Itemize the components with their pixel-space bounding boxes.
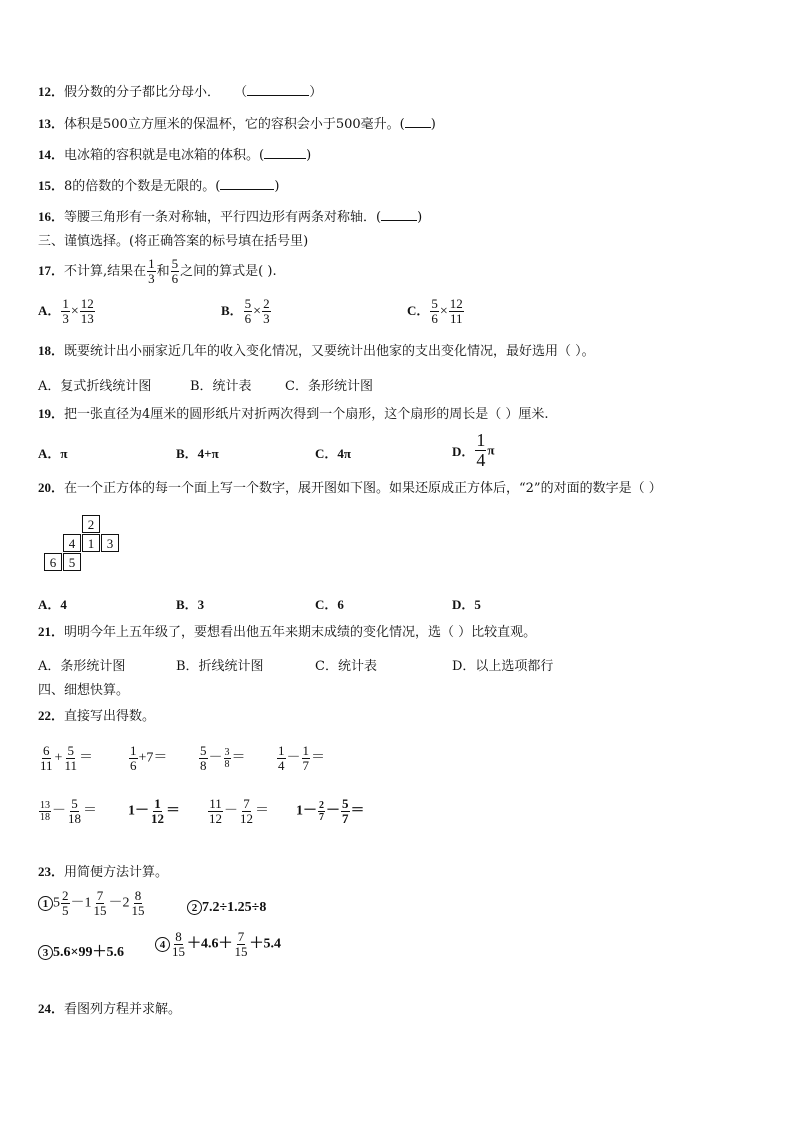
calc-item: $\frac{1}{6}$ +7＝ (130, 743, 168, 773)
question-text: 等腰三角形有一条对称轴，平行四边形有两条对称轴．( (64, 210, 382, 225)
question-number: 24． (38, 1001, 65, 1016)
section-heading-3: 三、谨慎选择。(将正确答案的标号填在括号里) (38, 234, 309, 249)
question-24 (38, 1001, 181, 1018)
option-b[interactable]: B．统计表 (190, 379, 252, 394)
calc-item: $\frac{13}{18}$ － $\frac{5}{18}$ ＝ (40, 796, 97, 826)
net-cell: 3 (101, 534, 119, 552)
question-number: 13． (38, 116, 65, 131)
cube-net-figure (44, 515, 124, 571)
answer-blank[interactable] (405, 115, 431, 128)
fraction: $\frac{1}{4}$ (476, 430, 486, 470)
option-b[interactable]: B．3 (176, 597, 205, 612)
question-text: 直接写出得数。 (64, 709, 156, 724)
answer-blank[interactable] (264, 146, 306, 159)
net-cell: 2 (82, 515, 100, 533)
question-17: 17．不计算,结果在 $\frac{1}{3}$ 和 $\frac{5}{6}$ 之间的算式是( ). (38, 256, 277, 286)
question-number: 23． (38, 864, 65, 879)
option-a[interactable]: A．4 (38, 597, 67, 612)
fraction: $\frac{5}{6}$ (171, 256, 179, 286)
net-cell: 6 (44, 553, 62, 571)
calc-item-4: 4 $\frac{8}{15}$ ＋4.6＋ $\frac{7}{15}$ ＋5.4 (155, 930, 281, 959)
option-b[interactable]: B．4+π (176, 446, 219, 461)
question-number: 16． (38, 209, 65, 224)
question-number: 22． (38, 708, 65, 723)
option-a[interactable]: A． $\frac{1}{3}$ × $\frac{12}{13}$ (38, 296, 94, 326)
option-d[interactable]: D．以上选项都行 (452, 659, 554, 674)
option-a[interactable]: A．复式折线统计图 (38, 379, 152, 394)
question-number: 21． (38, 624, 65, 639)
option-c[interactable]: C．6 (315, 597, 344, 612)
question-13: 13．体积是500立方厘米的保温杯，它的容积会小于500毫升。( ) (38, 116, 436, 132)
question-text: 用简便方法计算。 (64, 865, 169, 880)
question-18 (38, 343, 595, 360)
calc-item-3: 3 5.6×99＋5.6 (38, 941, 124, 961)
question-number: 12． (38, 84, 65, 99)
question-21 (38, 624, 536, 641)
question-19 (38, 406, 549, 423)
answer-blank[interactable] (220, 177, 274, 190)
option-d[interactable]: D．5 (452, 597, 481, 612)
question-text: 电冰箱的容积就是电冰箱的体积。( (64, 148, 265, 163)
option-d[interactable]: D． $\frac{1}{4}$ π (452, 430, 495, 470)
question-text: 8的倍数的个数是无限的。( (64, 179, 221, 194)
calc-item: $\frac{6}{11}$ + $\frac{5}{11}$ ＝ (40, 743, 93, 773)
question-number: 17． (38, 263, 65, 278)
question-number: 18． (38, 343, 65, 358)
question-20 (38, 480, 662, 497)
option-c[interactable]: C．统计表 (315, 659, 377, 674)
net-cell: 1 (82, 534, 100, 552)
option-b[interactable]: B．折线统计图 (176, 659, 264, 674)
question-text: 体积是500立方厘米的保温杯，它的容积会小于500毫升。( (64, 117, 405, 132)
section-heading-4: 四、细想快算。 (38, 683, 130, 698)
question-15: 15．8的倍数的个数是无限的。( ) (38, 178, 280, 194)
net-cell: 4 (63, 534, 81, 552)
answer-blank[interactable] (381, 208, 417, 221)
option-a[interactable]: A．条形统计图 (38, 659, 126, 674)
option-a[interactable]: A．π (38, 446, 68, 461)
question-22 (38, 708, 155, 725)
net-cell: 5 (63, 553, 81, 571)
question-number: 19． (38, 406, 65, 421)
calc-item: $\frac{5}{8}$ － $\frac{3}{8}$ ＝ (200, 743, 246, 773)
option-b[interactable]: B． $\frac{5}{6}$ × $\frac{2}{3}$ (221, 296, 270, 326)
calc-item: $\frac{1}{4}$ － $\frac{1}{7}$ ＝ (278, 743, 325, 773)
question-12: 12．假分数的分子都比分母小． （ ） (38, 84, 323, 100)
question-23 (38, 864, 168, 881)
question-number: 20． (38, 480, 65, 495)
question-text: 看图列方程并求解。 (64, 1002, 182, 1017)
question-text: 假分数的分子都比分母小． (64, 85, 221, 100)
question-16: 16．等腰三角形有一条对称轴，平行四边形有两条对称轴．( ) (38, 209, 423, 225)
question-text: 在一个正方体的每一个面上写一个数字，展开图如下图。如果还原成正方体后，“2”的对面的数字是（ ） (64, 481, 662, 496)
calc-item: $\frac{11}{12}$ － $\frac{7}{12}$ ＝ (209, 796, 269, 826)
fraction: $\frac{1}{3}$ (148, 256, 155, 286)
question-text: 明明今年上五年级了，要想看出他五年来期末成绩的变化情况，选（ ）比较直观。 (64, 625, 537, 640)
calc-item: 1－ $\frac{1}{12}$ ＝ (128, 796, 180, 826)
option-c[interactable]: C．条形统计图 (285, 379, 373, 394)
option-c[interactable]: C． $\frac{5}{6}$ × $\frac{12}{11}$ (407, 296, 463, 326)
calc-item-1: 1 5 $\frac{2}{5}$ －1 $\frac{7}{15}$ －2 $\frac{8}{15}$ (38, 889, 147, 918)
answer-blank[interactable] (247, 83, 309, 96)
question-number: 15． (38, 178, 65, 193)
question-text: 既要统计出小丽家近几年的收入变化情况，又要统计出他家的支出变化情况，最好选用（ ）。 (64, 344, 595, 359)
option-c[interactable]: C．4π (315, 446, 352, 461)
question-14: 14．电冰箱的容积就是电冰箱的体积。( ) (38, 147, 312, 163)
question-number: 14． (38, 147, 65, 162)
question-text: 把一张直径为4厘米的圆形纸片对折两次得到一个扇形，这个扇形的周长是（ ）厘米. (64, 407, 549, 422)
calc-item: 1－ $\frac{2}{7}$ － $\frac{5}{7}$ ＝ (296, 796, 365, 826)
calc-item-2: 2 7.2÷1.25÷8 (187, 900, 266, 916)
